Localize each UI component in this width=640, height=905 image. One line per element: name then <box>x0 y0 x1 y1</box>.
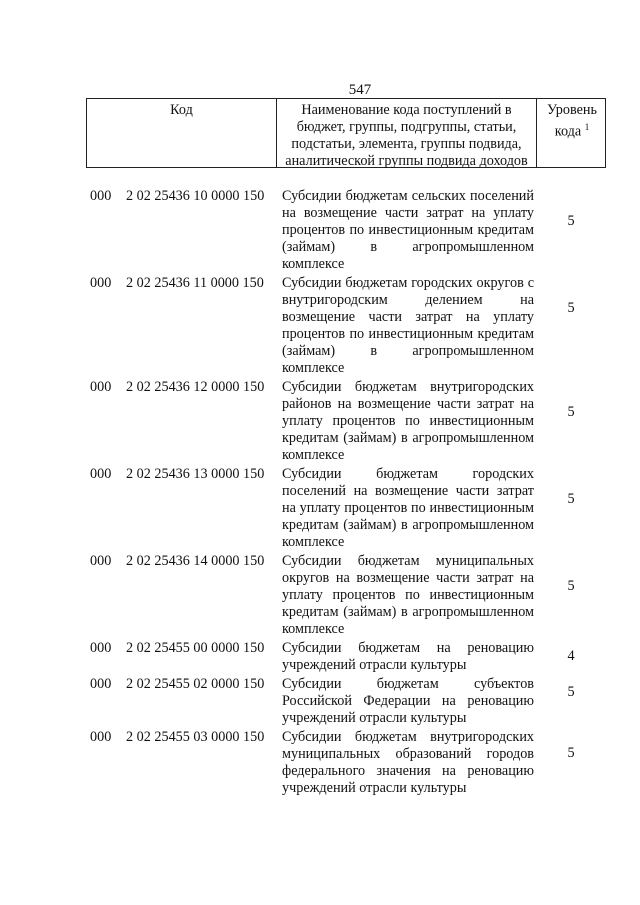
table-body <box>86 188 606 797</box>
revenue-name: Субсидии бюджетам сельских поселений на возмещение части затрат на уплату процентов по инвестиционным кредитам (займам) в агропромышленном комплексе <box>282 188 534 272</box>
table-row <box>86 729 606 797</box>
admin-code: 000 <box>90 275 112 291</box>
code-level: 5 <box>567 578 575 594</box>
revenue-name: Субсидии бюджетам внутригородских муниципальных образований городов федерального значения на реновацию учреждений отрасли культуры <box>282 729 534 796</box>
header-level <box>538 102 606 141</box>
code-level: 5 <box>567 491 575 507</box>
revenue-code: 2 02 25455 03 0000 150 <box>126 729 265 745</box>
revenue-name: Субсидии бюджетам городских поселений на возмещение части затрат на уплату процентов по инвестиционным кредитам (займам) в агропромышленном комплексе <box>282 466 534 550</box>
table-row <box>86 553 606 638</box>
code-level: 4 <box>567 648 575 664</box>
revenue-code: 2 02 25436 11 0000 150 <box>126 275 264 291</box>
table-row <box>86 188 606 273</box>
page-number: 547 <box>348 82 372 98</box>
revenue-code: 2 02 25436 12 0000 150 <box>126 379 265 395</box>
code-level: 5 <box>567 745 575 761</box>
table-row <box>86 275 606 377</box>
code-level: 5 <box>567 684 575 700</box>
revenue-code: 2 02 25436 14 0000 150 <box>126 553 265 569</box>
header-level-label: Уровень кода <box>547 102 597 140</box>
admin-code: 000 <box>90 676 112 692</box>
revenue-name: Субсидии бюджетам субъектов Российской Федерации на реновацию учреждений отрасли культуры <box>282 676 534 726</box>
code-level: 5 <box>567 404 575 420</box>
admin-code: 000 <box>90 466 112 482</box>
revenue-name: Субсидии бюджетам муниципальных округов на возмещение части затрат на уплату процентов по инвестиционным кредитам (займам) в агропромышленном комплексе <box>282 553 534 637</box>
header-divider <box>536 99 537 167</box>
code-level: 5 <box>567 213 575 229</box>
header-name: Наименование кода поступлений в бюджет, группы, подгруппы, статьи, подстатьи, элемента, группы подвида, аналитической группы подвида доходов <box>285 102 528 169</box>
header-level-footnote: 1 <box>584 122 590 132</box>
table-header <box>86 98 606 168</box>
header-code: Код <box>87 99 277 167</box>
admin-code: 000 <box>90 640 112 656</box>
revenue-code: 2 02 25455 00 0000 150 <box>126 640 265 656</box>
admin-code: 000 <box>90 553 112 569</box>
admin-code: 000 <box>90 188 112 204</box>
table-row <box>86 466 606 551</box>
admin-code: 000 <box>90 729 112 745</box>
revenue-name: Субсидии бюджетам городских округов с внутригородским делением на возмещение части затрат на уплату процентов по инвестиционным кредитам (займам) в агропромышленном комплексе <box>282 275 534 376</box>
code-level: 5 <box>567 300 575 316</box>
revenue-name: Субсидии бюджетам на реновацию учреждений отрасли культуры <box>282 640 534 673</box>
revenue-code: 2 02 25436 13 0000 150 <box>126 466 265 482</box>
table-row <box>86 379 606 464</box>
revenue-name: Субсидии бюджетам внутригородских районов на возмещение части затрат на уплату процентов по инвестиционным кредитам (займам) в агропромышленном комплексе <box>282 379 534 463</box>
revenue-code: 2 02 25436 10 0000 150 <box>126 188 265 204</box>
table-row <box>86 640 606 674</box>
admin-code: 000 <box>90 379 112 395</box>
table-row <box>86 676 606 727</box>
revenue-code: 2 02 25455 02 0000 150 <box>126 676 265 692</box>
